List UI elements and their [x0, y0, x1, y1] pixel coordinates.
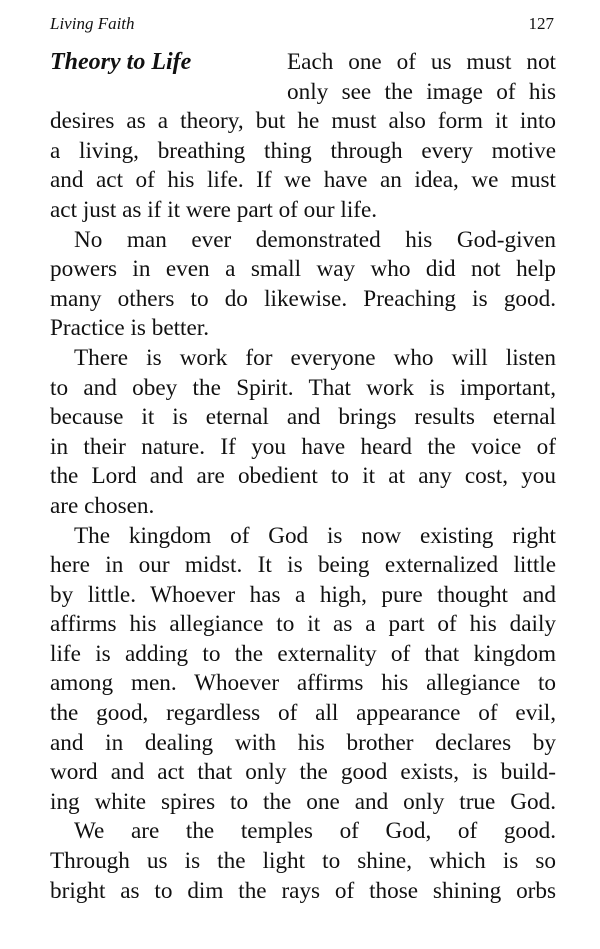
- text-line: No man ever demonstrated his God-given: [74, 226, 556, 253]
- text-line: Through us is the light to shine, which is so: [50, 848, 556, 875]
- text-line: Practice is better.: [50, 315, 210, 342]
- section-heading: Theory to Life: [50, 49, 192, 75]
- text-line: many others to do likewise. Preaching is good.: [50, 285, 556, 312]
- text-line: act just as if it were part of our life.: [50, 196, 378, 223]
- text-line: because it is eternal and brings results eternal: [50, 404, 556, 431]
- text-line: life is adding to the externality of that kingdom: [50, 640, 556, 667]
- text-line: the Lord and are obedient to it at any cost, you: [50, 463, 556, 490]
- text-line: affirms his allegiance to it as a part of his daily: [50, 611, 556, 638]
- text-line: among men. Whoever affirms his allegiance to: [50, 670, 556, 697]
- text-line: word and act that only the good exists, is build-: [50, 759, 556, 786]
- text-line: We are the temples of God, of good.: [74, 818, 556, 845]
- running-title: Living Faith: [50, 14, 135, 33]
- text-line: to and obey the Spirit. That work is important,: [50, 374, 556, 401]
- text-line: desires as a theory, but he must also form it into: [50, 108, 556, 135]
- text-line: ing white spires to the one and only true God.: [50, 788, 556, 815]
- text-line: and act of his life. If we have an idea, we must: [50, 167, 556, 194]
- running-header: [50, 14, 554, 38]
- text-line: Each one of us must not: [287, 49, 556, 75]
- text-line: only see the image of his: [287, 78, 556, 105]
- text-line: in their nature. If you have heard the voice of: [50, 433, 556, 460]
- text-line: are chosen.: [50, 492, 155, 519]
- text-line: a living, breathing thing through every motive: [50, 137, 556, 164]
- text-line: The kingdom of God is now existing right: [74, 522, 556, 549]
- page-number: 127: [528, 14, 554, 33]
- page-body: [50, 48, 556, 906]
- text-line: bright as to dim the rays of those shining orbs: [50, 877, 556, 904]
- text-line: here in our midst. It is being externalized little: [50, 552, 556, 579]
- text-line: the good, regardless of all appearance of evil,: [50, 700, 556, 727]
- text-line: by little. Whoever has a high, pure thought and: [50, 581, 556, 608]
- text-line: There is work for everyone who will listen: [74, 344, 556, 371]
- text-line: and in dealing with his brother declares by: [50, 729, 556, 756]
- text-line: powers in even a small way who did not help: [50, 256, 556, 283]
